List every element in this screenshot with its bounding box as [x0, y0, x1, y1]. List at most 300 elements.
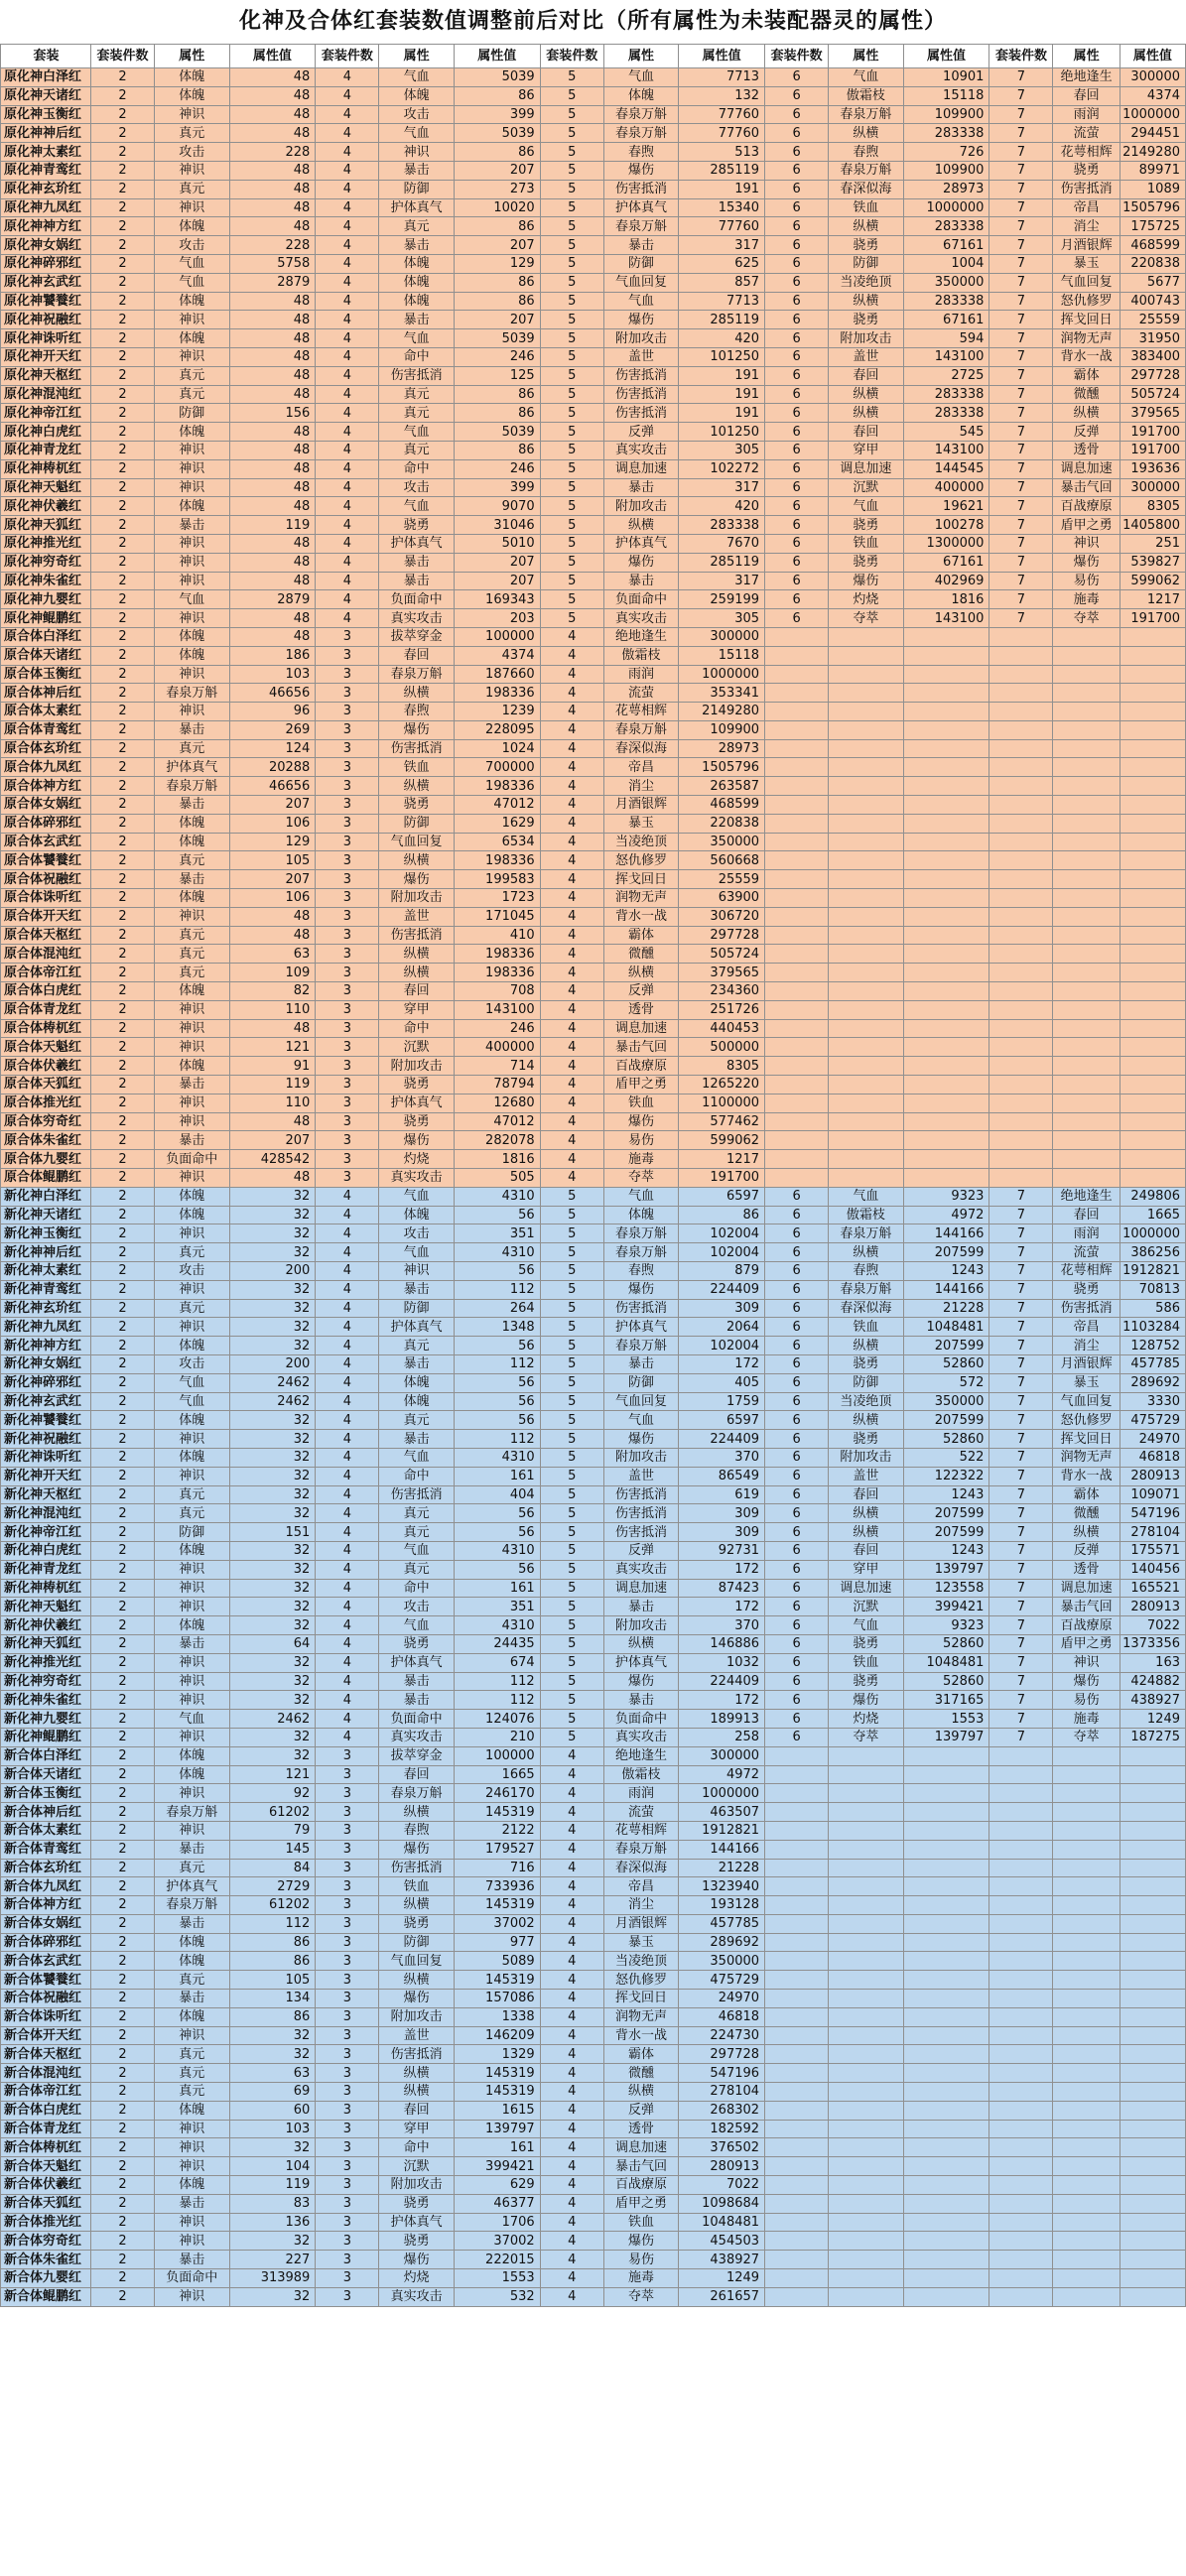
table-cell: [765, 1765, 829, 1784]
table-cell: 86: [454, 273, 540, 292]
table-cell: 708: [454, 982, 540, 1001]
table-cell: 4: [316, 534, 379, 553]
table-cell: 2462: [229, 1710, 316, 1729]
table-cell: 爆伤: [379, 1131, 454, 1150]
table-cell: 暴击: [379, 236, 454, 255]
table-cell: 4: [316, 273, 379, 292]
table-cell: 暴击: [379, 161, 454, 180]
table-row: [1, 1354, 1186, 1373]
table-cell: 594: [903, 329, 989, 348]
table-cell: [1053, 1038, 1120, 1057]
table-cell: [765, 964, 829, 982]
table-row: [1, 945, 1186, 964]
table-cell: [1120, 1990, 1185, 2008]
table-cell: [1120, 665, 1185, 684]
set-name-cell: 原化神祝融红: [1, 311, 91, 329]
table-cell: 2: [90, 2120, 154, 2138]
table-cell: 绝地逢生: [603, 1746, 678, 1765]
table-cell: 3: [316, 1112, 379, 1131]
table-cell: 269: [229, 720, 316, 739]
table-cell: [829, 1131, 903, 1150]
table-cell: 2: [90, 665, 154, 684]
table-cell: 2: [90, 2026, 154, 2045]
table-cell: 438927: [679, 2251, 765, 2269]
table-cell: 5: [540, 1243, 603, 1262]
table-cell: [1053, 2120, 1120, 2138]
table-cell: 733936: [454, 1877, 540, 1896]
table-cell: 爆伤: [1053, 553, 1120, 572]
table-cell: 骁勇: [829, 236, 903, 255]
table-cell: 反弹: [1053, 423, 1120, 442]
table-cell: 暴玉: [1053, 1373, 1120, 1392]
table-cell: [829, 2120, 903, 2138]
table-cell: 骁勇: [829, 1634, 903, 1653]
table-cell: 神识: [155, 703, 229, 721]
table-cell: 气血: [379, 1448, 454, 1467]
table-cell: [829, 1971, 903, 1990]
table-cell: 4: [316, 1337, 379, 1355]
table-cell: 1048481: [903, 1318, 989, 1337]
table-cell: [765, 1990, 829, 2008]
table-cell: [903, 2176, 989, 2195]
table-cell: [829, 777, 903, 796]
table-cell: 拔萃穿金: [379, 1746, 454, 1765]
table-cell: 2: [90, 2064, 154, 2083]
table-cell: 124: [229, 739, 316, 758]
table-cell: 4: [540, 1169, 603, 1188]
table-cell: [903, 964, 989, 982]
table-cell: 109: [229, 964, 316, 982]
table-cell: 调息加速: [829, 1579, 903, 1598]
set-name-cell: 原合体天诸红: [1, 646, 91, 665]
table-cell: 7: [989, 1318, 1053, 1337]
table-cell: 气血回复: [1053, 1392, 1120, 1411]
table-cell: [1120, 1076, 1185, 1095]
table-cell: [989, 1971, 1053, 1990]
table-cell: [1053, 982, 1120, 1001]
table-cell: 流萤: [1053, 124, 1120, 143]
table-cell: [989, 1933, 1053, 1952]
table-cell: 4: [540, 2269, 603, 2288]
table-cell: 伤害抵消: [1053, 1299, 1120, 1318]
table-cell: 61202: [229, 1896, 316, 1915]
table-cell: 伤害抵消: [603, 385, 678, 404]
table-cell: 37002: [454, 2232, 540, 2251]
table-cell: 1000000: [903, 198, 989, 217]
table-cell: 4: [540, 2083, 603, 2102]
table-cell: 春煦: [379, 703, 454, 721]
set-name-cell: 原合体开天红: [1, 907, 91, 926]
table-row: [1, 1299, 1186, 1318]
table-cell: 神识: [155, 1094, 229, 1112]
table-cell: 32: [229, 1206, 316, 1224]
table-cell: 附加攻击: [603, 497, 678, 516]
table-cell: 285119: [679, 553, 765, 572]
table-cell: 3: [316, 646, 379, 665]
table-row: [1, 926, 1186, 945]
set-name-cell: 原化神推光红: [1, 534, 91, 553]
set-name-cell: 原化神玄武红: [1, 273, 91, 292]
set-name-cell: 原合体饕餮红: [1, 851, 91, 870]
table-cell: 6: [765, 497, 829, 516]
table-cell: 体魄: [155, 1206, 229, 1224]
table-cell: [989, 1877, 1053, 1896]
set-name-cell: 新合体帝江红: [1, 2083, 91, 2102]
table-cell: 4: [540, 2007, 603, 2026]
table-cell: [903, 627, 989, 646]
table-cell: [829, 758, 903, 777]
table-cell: 4: [540, 851, 603, 870]
table-cell: 246: [454, 347, 540, 366]
table-cell: 4: [316, 329, 379, 348]
table-cell: 251: [1120, 534, 1185, 553]
table-cell: 7: [989, 347, 1053, 366]
table-cell: 1553: [454, 2269, 540, 2288]
table-cell: [829, 684, 903, 703]
table-cell: 体魄: [155, 1746, 229, 1765]
table-cell: 6: [765, 1672, 829, 1691]
table-row: [1, 2120, 1186, 2138]
table-cell: 5: [540, 534, 603, 553]
table-cell: 161: [454, 1467, 540, 1485]
table-cell: 神识: [155, 2157, 229, 2176]
table-cell: 纵横: [603, 964, 678, 982]
table-cell: 77760: [679, 124, 765, 143]
table-cell: 146209: [454, 2026, 540, 2045]
table-cell: 280913: [1120, 1598, 1185, 1616]
set-name-cell: 原合体碎邪红: [1, 814, 91, 833]
table-cell: 5: [540, 553, 603, 572]
table-cell: [765, 2101, 829, 2120]
table-cell: [765, 1859, 829, 1877]
table-cell: 5: [540, 590, 603, 609]
table-cell: [829, 2269, 903, 2288]
table-cell: 爆伤: [603, 161, 678, 180]
table-row: [1, 1728, 1186, 1746]
table-cell: 191700: [1120, 423, 1185, 442]
table-cell: [989, 1150, 1053, 1169]
table-cell: [1120, 2232, 1185, 2251]
set-name-cell: 新化神朱雀红: [1, 1691, 91, 1710]
table-cell: 真元: [379, 441, 454, 459]
table-cell: 48: [229, 497, 316, 516]
table-cell: 5: [540, 423, 603, 442]
table-row: [1, 217, 1186, 236]
table-row: [1, 1019, 1186, 1038]
table-cell: 2: [90, 2083, 154, 2102]
table-cell: 2: [90, 1467, 154, 1485]
table-cell: [989, 2007, 1053, 2026]
table-cell: 真实攻击: [603, 609, 678, 628]
table-cell: 145319: [454, 2083, 540, 2102]
table-cell: 7022: [1120, 1616, 1185, 1635]
table-cell: 1103284: [1120, 1318, 1185, 1337]
table-row: [1, 1896, 1186, 1915]
table-cell: [765, 2194, 829, 2213]
table-cell: 神识: [155, 1430, 229, 1449]
table-cell: 体魄: [379, 1206, 454, 1224]
table-row: [1, 534, 1186, 553]
table-cell: 体魄: [603, 86, 678, 105]
set-name-cell: 原化神天诸红: [1, 86, 91, 105]
set-name-cell: 新合体青鸾红: [1, 1840, 91, 1859]
table-cell: 32: [229, 1448, 316, 1467]
table-cell: [765, 1896, 829, 1915]
table-cell: 春煦: [603, 1262, 678, 1281]
table-cell: [1053, 1952, 1120, 1971]
table-cell: 15118: [903, 86, 989, 105]
table-cell: 70813: [1120, 1280, 1185, 1299]
table-cell: [1120, 814, 1185, 833]
table-cell: [1120, 1840, 1185, 1859]
set-name-cell: 新化神神后红: [1, 1243, 91, 1262]
table-cell: 真实攻击: [379, 1728, 454, 1746]
table-cell: [1120, 758, 1185, 777]
table-cell: [765, 2064, 829, 2083]
table-cell: [989, 720, 1053, 739]
table-cell: 4: [316, 1467, 379, 1485]
table-cell: 7713: [679, 292, 765, 311]
table-cell: [1120, 703, 1185, 721]
table-cell: 7: [989, 292, 1053, 311]
table-cell: 2: [90, 404, 154, 423]
table-cell: 2: [90, 2287, 154, 2306]
table-cell: 78794: [454, 1076, 540, 1095]
table-cell: [903, 1765, 989, 1784]
table-cell: [765, 1840, 829, 1859]
set-name-cell: 原合体九婴红: [1, 1150, 91, 1169]
set-name-cell: 原合体推光红: [1, 1094, 91, 1112]
table-cell: 4: [540, 889, 603, 908]
table-row: [1, 1691, 1186, 1710]
table-cell: [903, 833, 989, 851]
table-cell: 599062: [1120, 572, 1185, 590]
table-cell: 骁勇: [379, 796, 454, 815]
table-cell: 体魄: [155, 1411, 229, 1430]
table-cell: [829, 814, 903, 833]
table-cell: 32: [229, 1280, 316, 1299]
table-cell: [829, 851, 903, 870]
table-cell: 32: [229, 1746, 316, 1765]
table-cell: 纵横: [829, 385, 903, 404]
table-cell: 2: [90, 478, 154, 497]
table-cell: 2: [90, 86, 154, 105]
table-cell: [903, 1896, 989, 1915]
table-cell: 2064: [679, 1318, 765, 1337]
table-row: [1, 1990, 1186, 2008]
table-cell: 5: [540, 329, 603, 348]
table-cell: 春煦: [829, 143, 903, 162]
table-cell: [829, 1000, 903, 1019]
table-cell: 143100: [454, 1000, 540, 1019]
set-name-cell: 新化神青龙红: [1, 1560, 91, 1579]
table-cell: 56: [454, 1392, 540, 1411]
table-cell: 5039: [454, 124, 540, 143]
table-cell: 572: [903, 1373, 989, 1392]
table-row: [1, 347, 1186, 366]
table-cell: 伤害抵消: [379, 2045, 454, 2064]
table-cell: 9323: [903, 1187, 989, 1206]
table-cell: 真实攻击: [379, 2287, 454, 2306]
table-cell: 1665: [454, 1765, 540, 1784]
table-row: [1, 161, 1186, 180]
table-cell: 48: [229, 1112, 316, 1131]
table-cell: 2: [90, 1691, 154, 1710]
table-cell: 4: [316, 1616, 379, 1635]
column-header: 属性: [155, 45, 229, 68]
table-cell: 2: [90, 2232, 154, 2251]
table-cell: 10901: [903, 68, 989, 87]
table-cell: 气血: [829, 68, 903, 87]
table-cell: 47012: [454, 796, 540, 815]
table-cell: 7: [989, 1354, 1053, 1373]
table-cell: 6: [765, 1728, 829, 1746]
table-cell: 259199: [679, 590, 765, 609]
table-cell: 77760: [679, 105, 765, 124]
table-cell: [989, 2287, 1053, 2306]
table-row: [1, 311, 1186, 329]
table-cell: 1553: [903, 1710, 989, 1729]
table-cell: 2: [90, 684, 154, 703]
table-cell: 2: [90, 1579, 154, 1598]
table-cell: 神识: [155, 665, 229, 684]
table-cell: [989, 703, 1053, 721]
table-cell: 6: [765, 423, 829, 442]
table-cell: 4: [540, 1803, 603, 1822]
table-cell: 7: [989, 217, 1053, 236]
table-cell: 251726: [679, 1000, 765, 1019]
table-cell: 沉默: [379, 2157, 454, 2176]
table-cell: 暴击: [379, 1430, 454, 1449]
table-cell: 5677: [1120, 273, 1185, 292]
table-cell: 5: [540, 1672, 603, 1691]
table-cell: 暴击: [379, 1280, 454, 1299]
table-cell: 145319: [454, 2064, 540, 2083]
table-cell: 傲霜枝: [603, 1765, 678, 1784]
table-cell: 52860: [903, 1354, 989, 1373]
table-cell: 神识: [155, 1280, 229, 1299]
table-cell: 105: [229, 1971, 316, 1990]
table-cell: 1706: [454, 2213, 540, 2232]
table-cell: 2: [90, 1523, 154, 1542]
table-cell: 4: [540, 2120, 603, 2138]
table-cell: 1217: [1120, 590, 1185, 609]
table-cell: 5: [540, 1337, 603, 1355]
table-cell: 7: [989, 516, 1053, 535]
set-name-cell: 新化神太素红: [1, 1262, 91, 1281]
table-cell: 353341: [679, 684, 765, 703]
table-cell: 6597: [679, 1411, 765, 1430]
table-cell: 神识: [155, 1784, 229, 1803]
table-cell: [765, 1057, 829, 1076]
table-cell: 2: [90, 627, 154, 646]
table-cell: 400000: [454, 1038, 540, 1057]
table-cell: 2: [90, 2213, 154, 2232]
table-cell: [1053, 646, 1120, 665]
table-cell: 227: [229, 2251, 316, 2269]
comparison-table: [0, 44, 1186, 2307]
table-cell: 52860: [903, 1672, 989, 1691]
table-cell: [903, 1933, 989, 1952]
table-cell: 7: [989, 1523, 1053, 1542]
table-cell: [903, 1746, 989, 1765]
table-cell: 2: [90, 1373, 154, 1392]
table-cell: 56: [454, 1523, 540, 1542]
table-cell: 春深似海: [603, 739, 678, 758]
table-cell: [989, 2045, 1053, 2064]
table-cell: 气血: [603, 1187, 678, 1206]
table-cell: 86: [454, 441, 540, 459]
table-cell: 5: [540, 347, 603, 366]
table-cell: 6: [765, 1206, 829, 1224]
table-cell: 7: [989, 86, 1053, 105]
table-cell: 193128: [679, 1896, 765, 1915]
table-cell: 106: [229, 889, 316, 908]
table-cell: 4: [316, 1430, 379, 1449]
table-cell: 3: [316, 1019, 379, 1038]
table-cell: 179527: [454, 1840, 540, 1859]
table-cell: 726: [903, 143, 989, 162]
table-cell: 百战療原: [603, 1057, 678, 1076]
table-cell: 2: [90, 236, 154, 255]
table-cell: 3: [316, 1859, 379, 1877]
set-name-cell: 原化神神方红: [1, 217, 91, 236]
table-cell: [829, 2213, 903, 2232]
table-cell: 铁血: [379, 1877, 454, 1896]
column-header: 属性: [603, 45, 678, 68]
table-cell: 224409: [679, 1280, 765, 1299]
table-cell: 3: [316, 1057, 379, 1076]
table-cell: 骁勇: [379, 1112, 454, 1131]
column-header: 属性值: [679, 45, 765, 68]
table-cell: 48: [229, 366, 316, 385]
table-cell: 5: [540, 105, 603, 124]
table-cell: 289692: [1120, 1373, 1185, 1392]
set-name-cell: 原合体九凤红: [1, 758, 91, 777]
table-cell: 润物无声: [1053, 329, 1120, 348]
table-cell: 6: [765, 478, 829, 497]
table-cell: [989, 627, 1053, 646]
table-cell: 100000: [454, 627, 540, 646]
table-cell: 体魄: [379, 254, 454, 273]
column-header: 属性: [1053, 45, 1120, 68]
table-cell: [1053, 1019, 1120, 1038]
table-cell: 3: [316, 1914, 379, 1933]
table-cell: [765, 2120, 829, 2138]
table-cell: 4: [540, 1131, 603, 1150]
table-cell: 6: [765, 534, 829, 553]
table-cell: 施毒: [603, 2269, 678, 2288]
table-cell: 6: [765, 1467, 829, 1485]
table-cell: 3: [316, 926, 379, 945]
table-cell: 5: [540, 572, 603, 590]
table-cell: 2462: [229, 1392, 316, 1411]
set-name-cell: 新合体玉衡红: [1, 1784, 91, 1803]
table-cell: 命中: [379, 1019, 454, 1038]
table-cell: [903, 2287, 989, 2306]
table-cell: 2: [90, 907, 154, 926]
table-cell: 46377: [454, 2194, 540, 2213]
table-cell: 4374: [1120, 86, 1185, 105]
table-cell: 6: [765, 143, 829, 162]
table-cell: 379565: [1120, 404, 1185, 423]
table-cell: 191700: [1120, 609, 1185, 628]
table-cell: [765, 814, 829, 833]
table-cell: 56: [454, 1337, 540, 1355]
set-name-cell: 新化神梼杌红: [1, 1579, 91, 1598]
table-cell: 透骨: [603, 1000, 678, 1019]
table-cell: 雨润: [1053, 105, 1120, 124]
